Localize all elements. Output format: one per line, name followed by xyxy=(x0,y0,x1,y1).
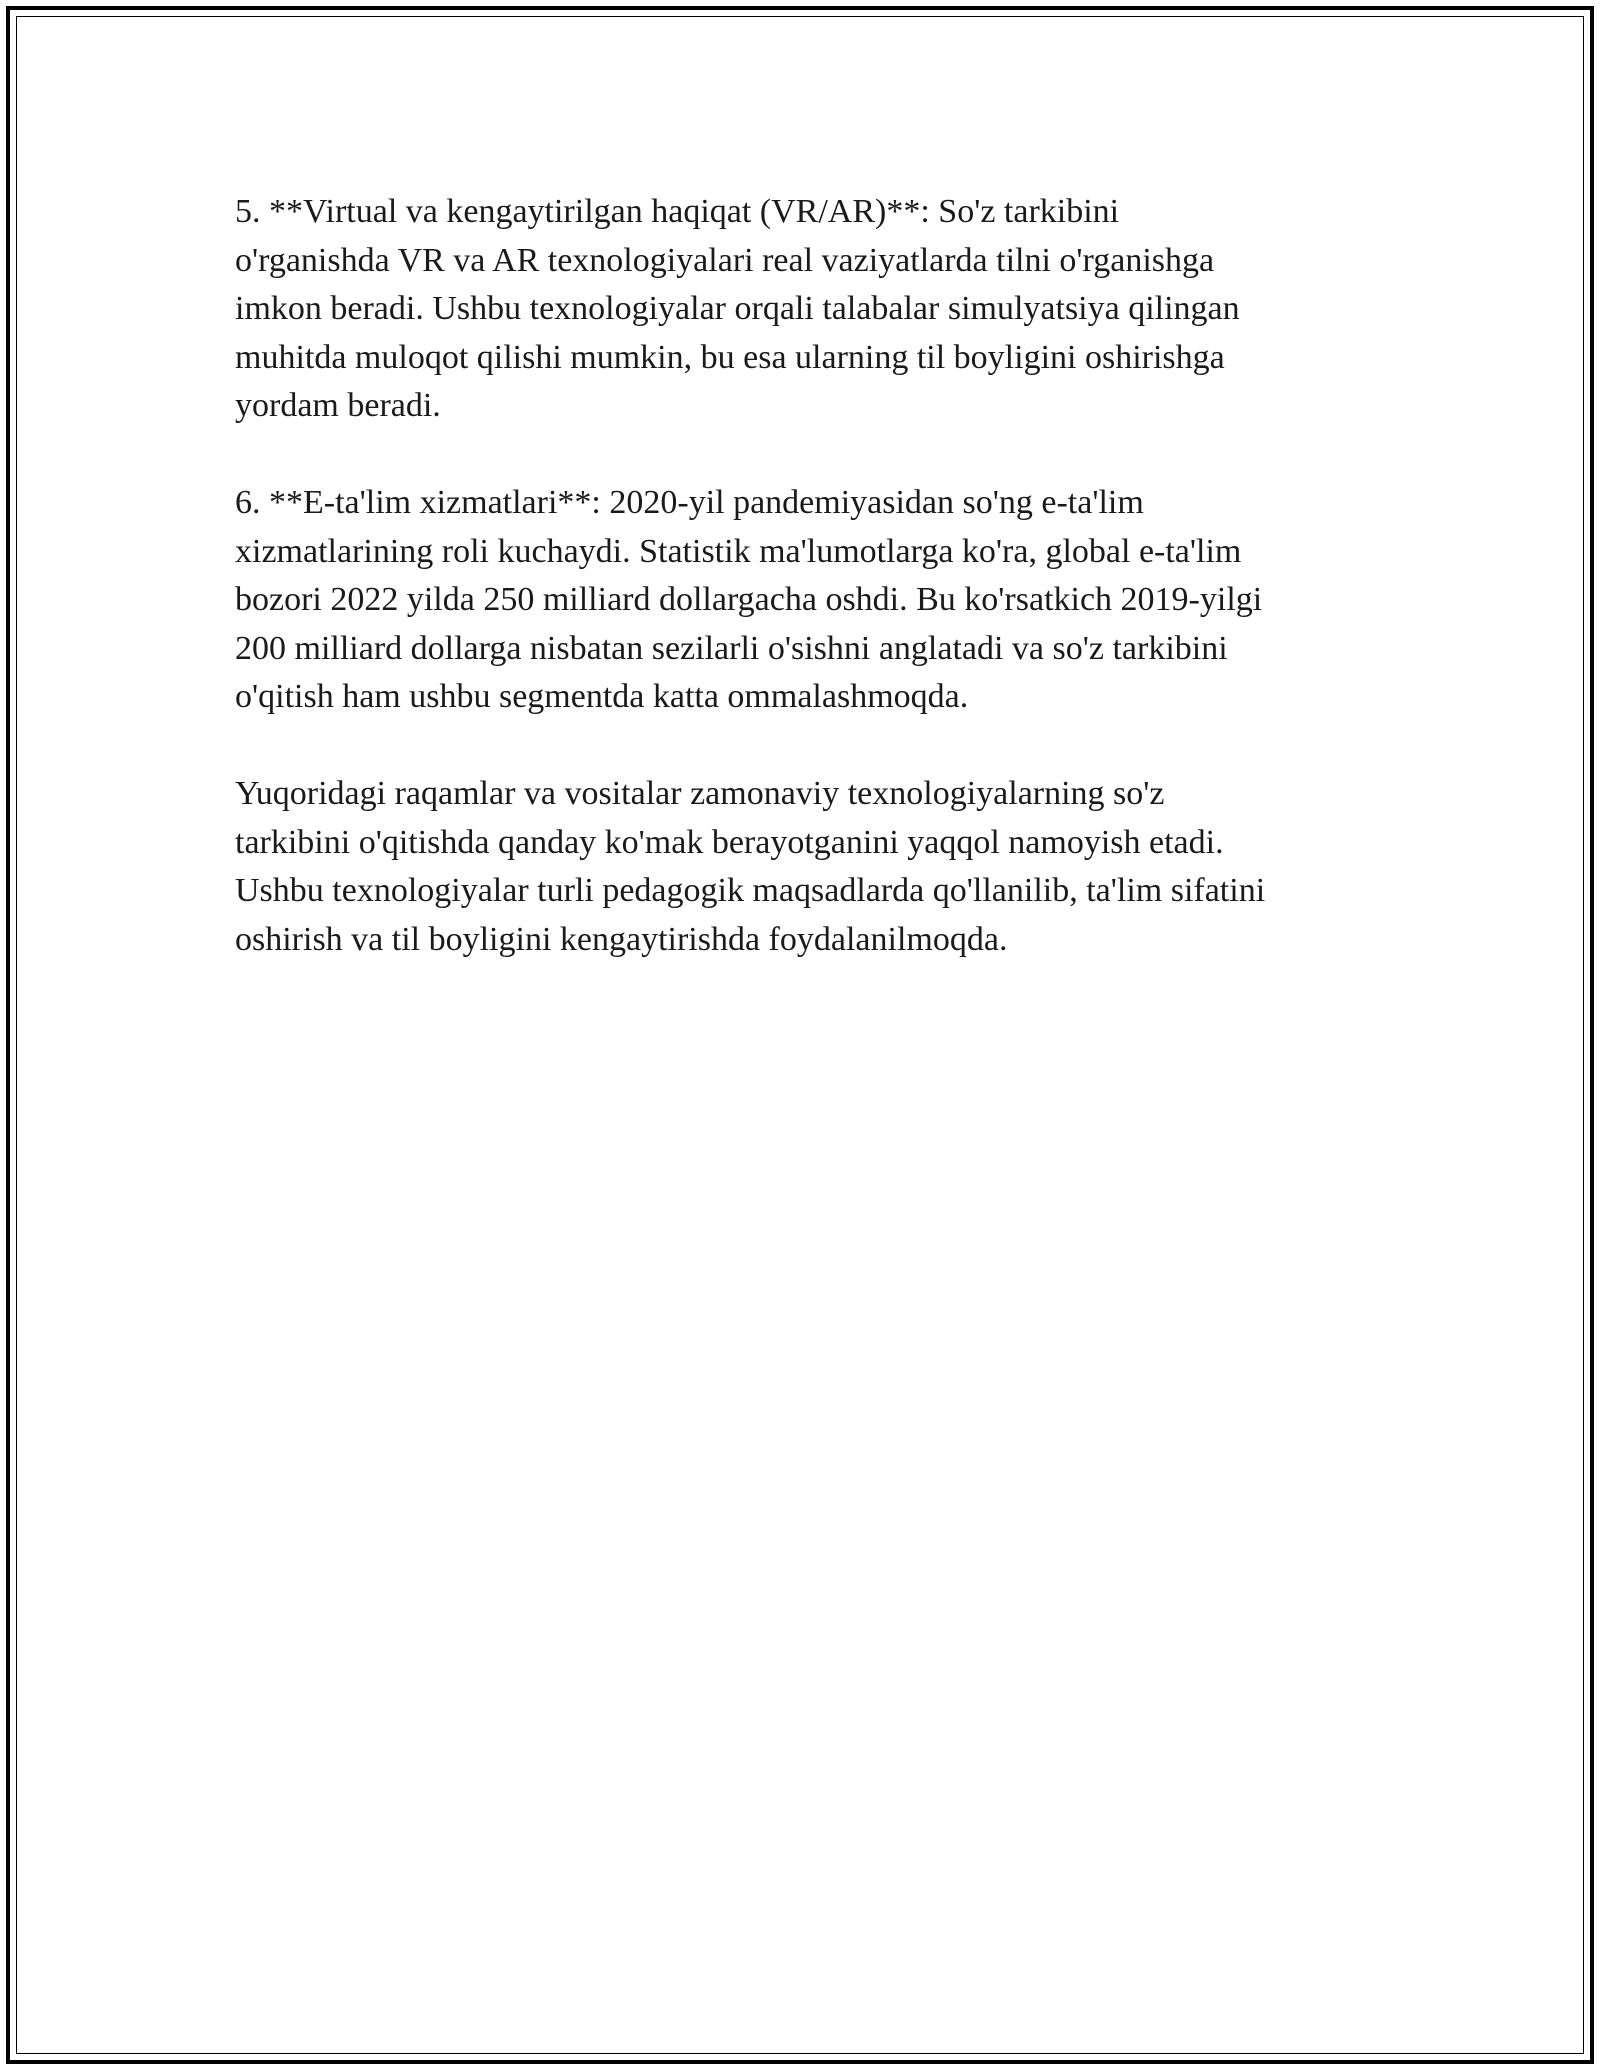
paragraph-e-talim: 6. **E-ta'lim xizmatlari**: 2020-yil pandemiyasidan so'ng e-ta'lim xizmatlarining roli kuchaydi. Statistik ma'lumotlarga ko'ra, global e-ta'lim bozori 2022 yilda 250 milliard dollargacha oshdi. Bu ko'rsatkich 2019-yilgi 200 milliard dollarga nisbatan sezilarli o'sishni anglatadi va so'z tarkibini o'qitish ham ushbu segmentda katta ommalashmoqda. xyxy=(235,484,1263,715)
paragraph-conclusion: Yuqoridagi raqamlar va vositalar zamonaviy texnologiyalarning so'z tarkibini o'qitishda qanday ko'mak berayotganini yaqqol namoyish etadi. Ushbu texnologiyalar turli pedagogik maqsadlarda qo'llanilib, ta'lim sifatini oshirish va til boyligini kengaytirishda foydalanilmoqda. xyxy=(235,775,1266,958)
document-body xyxy=(235,188,1375,1013)
paragraph-vr-ar: 5. **Virtual va kengaytirilgan haqiqat (VR/AR)**: So'z tarkibini o'rganishda VR va AR texnologiyalari real vaziyatlarda tilni o'rganishga imkon beradi. Ushbu texnologiyalar orqali talabalar simulyatsiya qilingan muhitda muloqot qilishi mumkin, bu esa ularning til boyligini oshirishga yordam beradi. xyxy=(235,193,1240,424)
